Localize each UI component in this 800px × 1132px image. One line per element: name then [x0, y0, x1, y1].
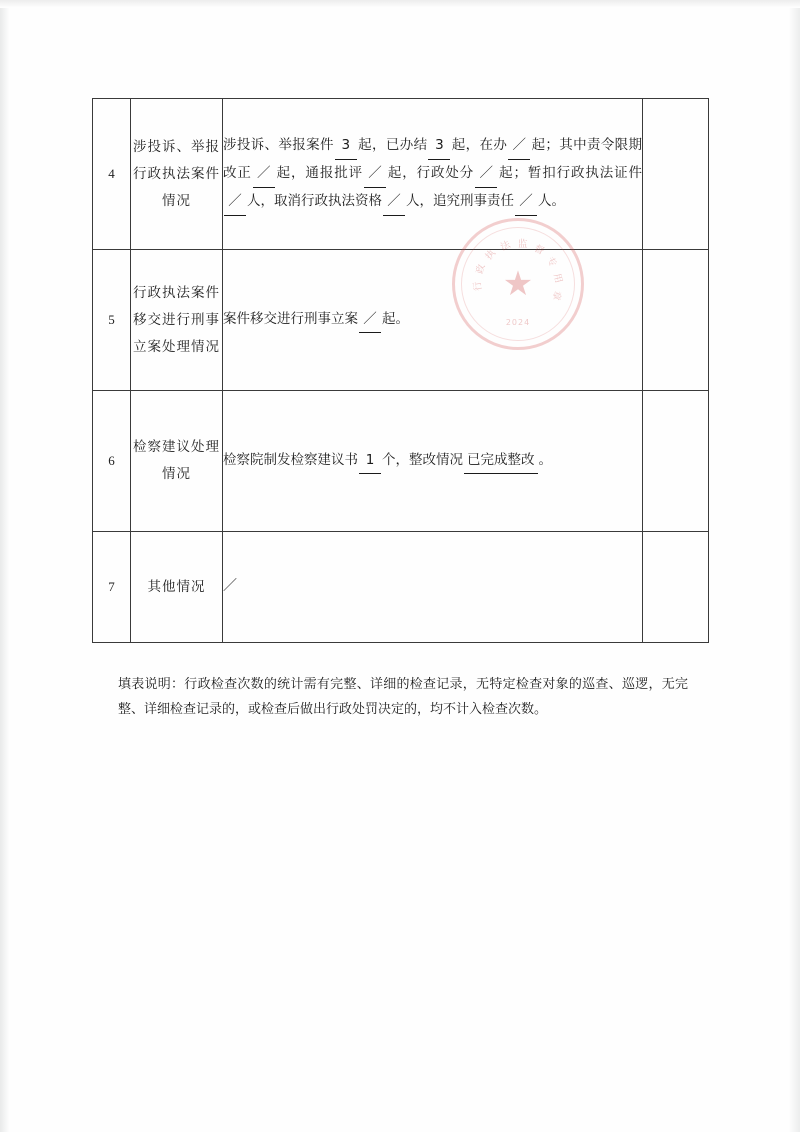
row-right-blank	[643, 391, 709, 532]
fill-in-value: ／	[475, 160, 497, 188]
row-body: 检察院制发检察建议书 1 个，整改情况 已完成整改 。	[223, 391, 643, 532]
fill-in-value: 3	[335, 132, 357, 160]
scan-edge-top	[0, 0, 800, 8]
row-number: 6	[93, 391, 131, 532]
table-row	[93, 532, 709, 643]
table-row	[93, 99, 709, 250]
row-body: 涉投诉、举报案件 3 起，已办结 3 起，在办 ／ 起；其中责令限期改正 ／ 起，通报批评 ／ 起，行政处分 ／ 起；暂扣行政执法证件／ 人，取消行政执法资格 ／ 人，追究刑事责任 ／ 人。	[223, 99, 643, 250]
form-table-container	[92, 98, 708, 643]
fill-in-value: ／	[224, 188, 246, 216]
fill-in-value: ／	[364, 160, 386, 188]
row-label: 行政执法案件移交进行刑事立案处理情况	[131, 250, 223, 391]
row-right-blank	[643, 532, 709, 643]
fill-in-value: 3	[428, 132, 450, 160]
fill-in-value: ／	[515, 188, 537, 216]
table-row	[93, 250, 709, 391]
row-body: ／	[223, 532, 643, 643]
row-label: 检察建议处理情况	[131, 391, 223, 532]
fill-in-value: ／	[508, 132, 530, 160]
row-label: 涉投诉、举报行政执法案件情况	[131, 99, 223, 250]
row-right-blank	[643, 99, 709, 250]
table-row	[93, 391, 709, 532]
seal-star-icon: ★	[502, 264, 534, 304]
seal-arc-text: 行 政 执 法 监 督 专 用 章	[472, 239, 564, 302]
fill-in-value: 1	[359, 448, 381, 473]
fill-in-value: ／	[359, 307, 381, 332]
seal-bottom-text: 2024	[505, 318, 531, 327]
fill-in-value: 已完成整改	[464, 448, 538, 473]
row-number: 7	[93, 532, 131, 643]
row-label: 其他情况	[131, 532, 223, 643]
scan-edge-left	[0, 0, 10, 1132]
fill-in-value: ／	[383, 188, 405, 216]
form-note: 填表说明：行政检查次数的统计需有完整、详细的检查记录，无特定检查对象的巡查、巡逻，无完整、详细检查记录的，或检查后做出行政处罚决定的，均不计入检查次数。	[118, 677, 688, 718]
row-right-blank	[643, 250, 709, 391]
fill-in-value: ／	[253, 160, 275, 188]
row-number: 4	[93, 99, 131, 250]
scan-edge-right	[788, 0, 800, 1132]
form-table	[92, 98, 709, 643]
row-body: 案件移交进行刑事立案 ／ 起。	[223, 250, 643, 391]
row-number: 5	[93, 250, 131, 391]
